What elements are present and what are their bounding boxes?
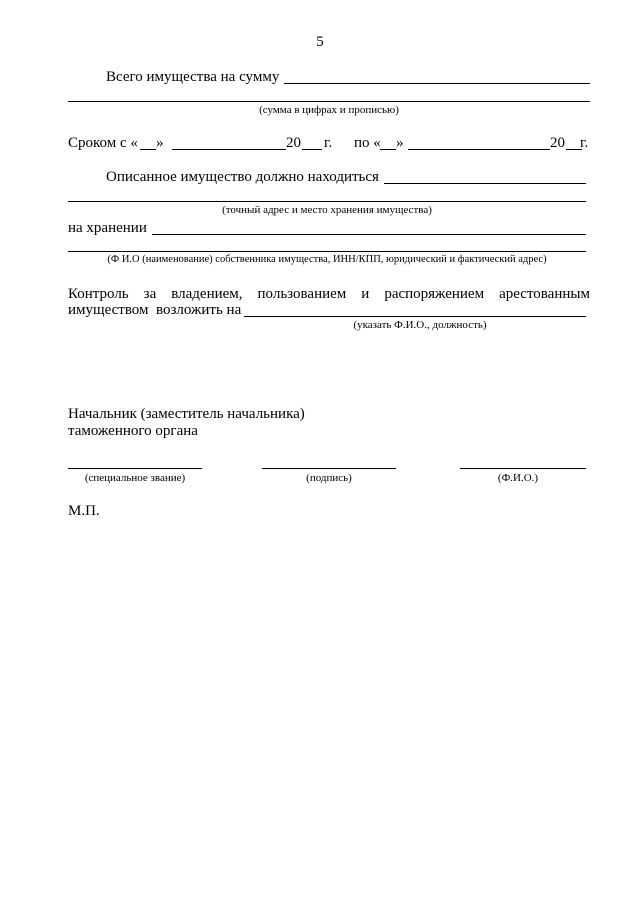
control-word: арестованным	[499, 286, 590, 302]
owner-caption: (Ф И.О (наименование) собственника имущества, ИНН/КПП, юридический и фактический адрес)	[107, 254, 547, 265]
signature-line[interactable]	[262, 468, 396, 469]
term-from-prefix: Сроком с «	[68, 135, 138, 151]
term-to-prefix: по «	[354, 135, 381, 151]
signature-caption: (подпись)	[306, 472, 352, 484]
name-caption: (Ф.И.О.)	[497, 472, 539, 484]
storage-label: на хранении	[68, 220, 147, 236]
stamp-label: М.П.	[68, 503, 100, 519]
total-label: Всего имущества на сумму	[106, 69, 280, 85]
term-year-suffix-2: г.	[580, 135, 589, 151]
control-word: распоряжением	[384, 286, 485, 302]
term-from-year-field[interactable]	[302, 149, 322, 150]
term-year-prefix-1: 20	[286, 135, 301, 151]
term-year-suffix-1: г.	[324, 135, 333, 151]
control-word: и	[361, 286, 370, 302]
name-signature-line[interactable]	[460, 468, 586, 469]
location-field-line-2[interactable]	[68, 201, 586, 202]
control-word: за	[143, 286, 157, 302]
total-caption: (сумма в цифрах и прописью)	[259, 104, 399, 116]
control-word: Контроль	[68, 286, 129, 302]
signatory-line-1: Начальник (заместитель начальника)	[68, 406, 305, 422]
term-year-prefix-2: 20	[550, 135, 565, 151]
control-responsible-field[interactable]	[244, 316, 586, 317]
control-word: владением,	[171, 286, 243, 302]
term-to-day-field[interactable]	[380, 149, 396, 150]
control-caption: (указать Ф.И.О., должность)	[353, 319, 487, 331]
control-line-2: имуществом возложить на	[68, 302, 242, 318]
term-from-quote-close: »	[156, 135, 164, 151]
total-sum-field-line-2[interactable]	[68, 101, 590, 102]
total-sum-field-line[interactable]	[284, 83, 590, 84]
rank-caption: (специальное звание)	[84, 472, 186, 484]
term-to-month-field[interactable]	[408, 149, 550, 150]
location-caption: (точный адрес и место хранения имущества)	[222, 204, 432, 216]
location-label: Описанное имущество должно находиться	[106, 169, 379, 185]
page-number: 5	[316, 34, 324, 50]
rank-signature-line[interactable]	[68, 468, 202, 469]
storage-field-line[interactable]	[152, 234, 586, 235]
control-word: пользованием	[257, 286, 347, 302]
signatory-line-2: таможенного органа	[68, 423, 198, 439]
term-from-day-field[interactable]	[140, 149, 156, 150]
term-to-quote-close: »	[396, 135, 404, 151]
storage-field-line-2[interactable]	[68, 251, 586, 252]
term-from-month-field[interactable]	[172, 149, 286, 150]
location-field-line[interactable]	[384, 183, 586, 184]
